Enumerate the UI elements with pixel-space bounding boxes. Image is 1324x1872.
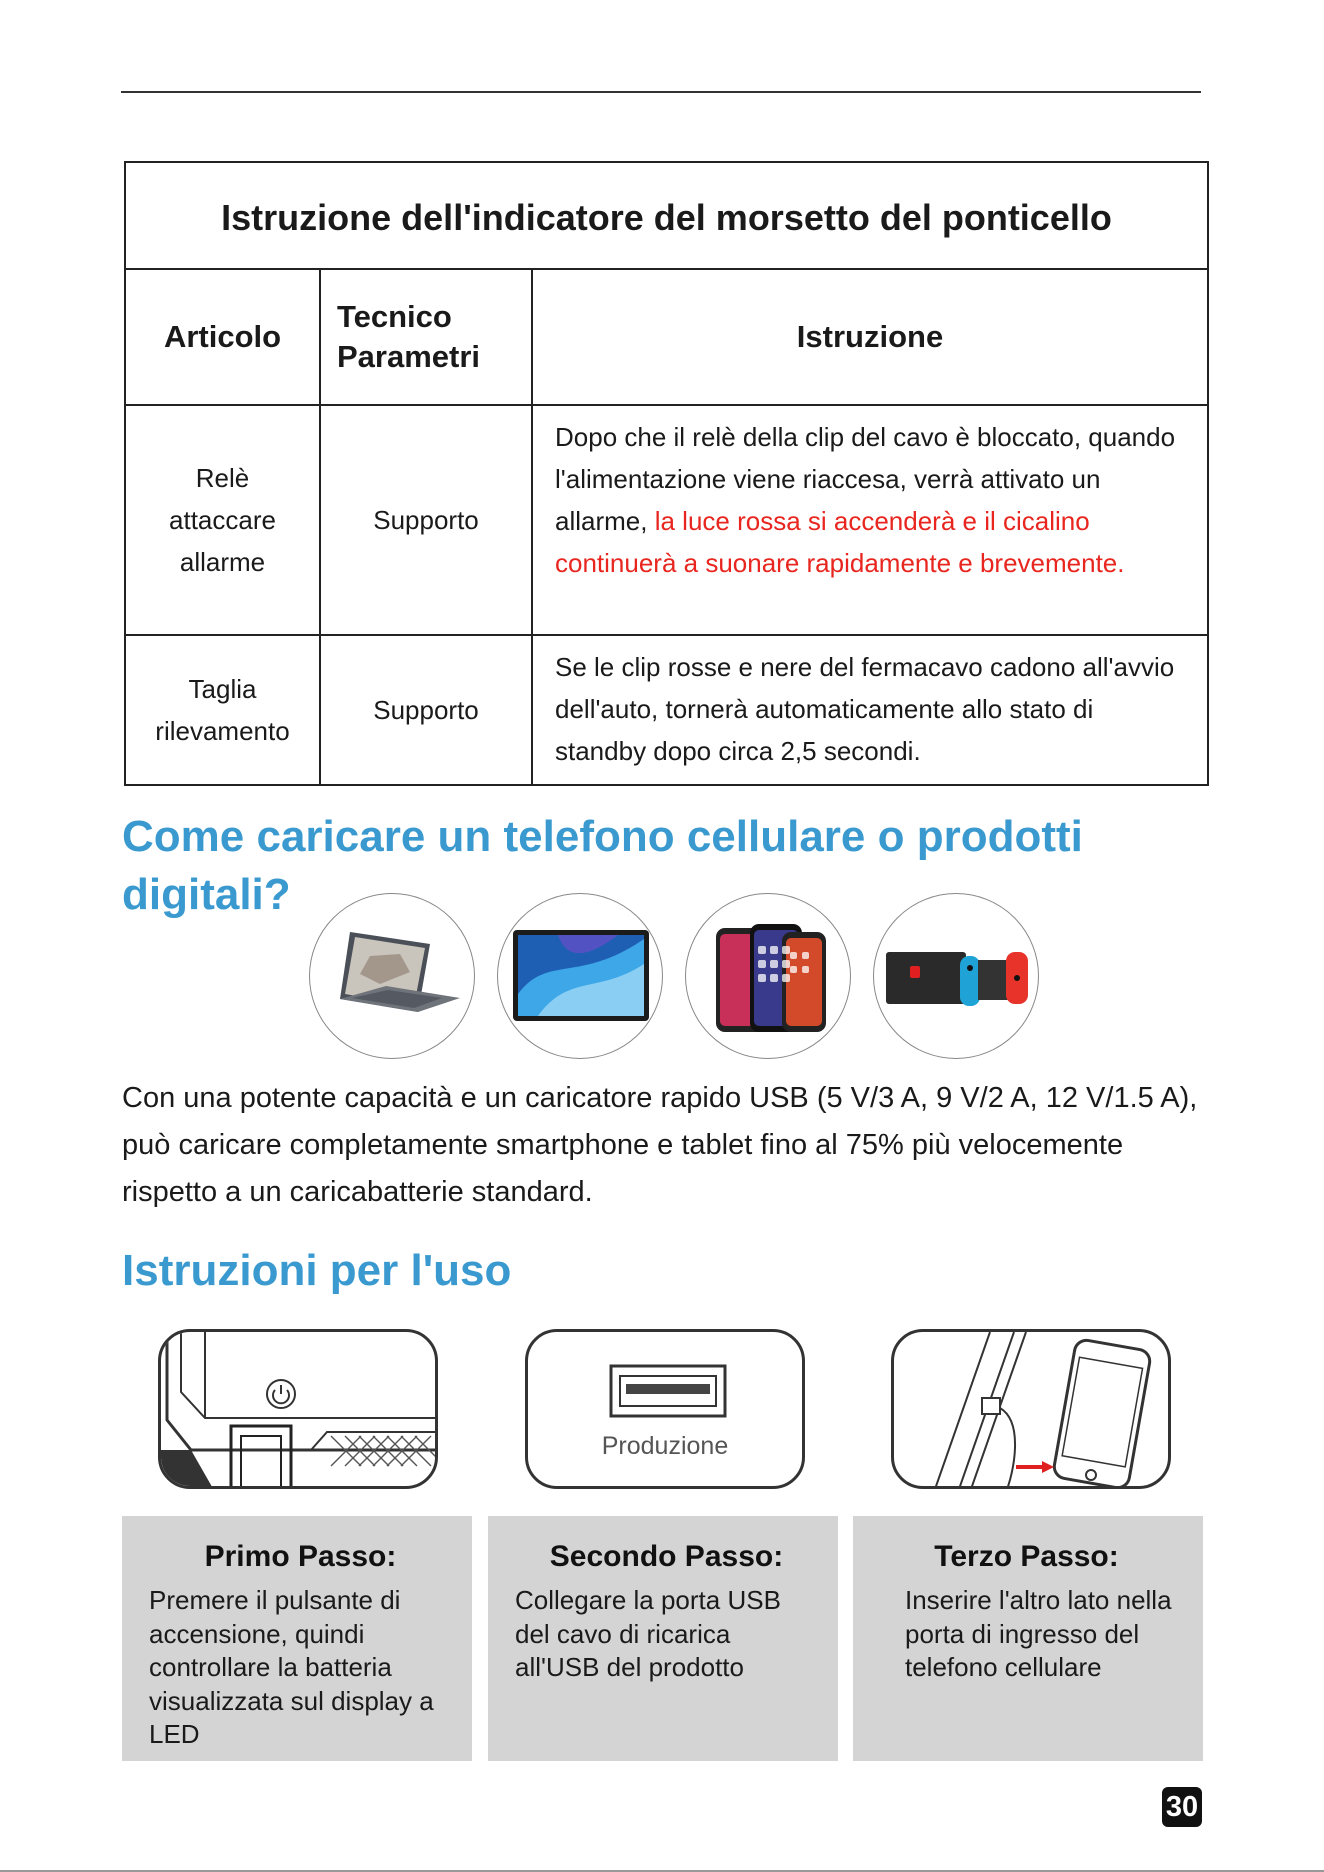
header-params-line2: Parametri [337,339,481,374]
step-text: Premere il pulsante di accensione, quindi controllare la batteria visualizzata sul display a LED [149,1585,434,1749]
row-instruction [532,405,1208,635]
indicator-table [124,161,1209,786]
header-params-line1: Tecnico [337,299,452,334]
row-item-line: allarme [179,547,266,577]
laptop-icon [309,893,475,1059]
phone-connection-illustration [891,1329,1171,1489]
step-title: Primo Passo: [204,1540,397,1573]
table-title: Istruzione dell'indicatore del morsetto del ponticello [125,162,1208,269]
step-title: Terzo Passo: [934,1540,1119,1573]
row-item-line: rilevamento [155,716,290,746]
game-console-icon [873,893,1039,1059]
header-params [320,269,532,405]
page-number: 30 [1162,1787,1202,1827]
phone-icon [1052,1338,1151,1489]
power-icon [267,1380,295,1408]
step-1 [122,1516,472,1761]
step-3 [853,1516,1203,1761]
usb-port-icon [528,1332,805,1489]
smartphone-icon [685,893,851,1059]
top-rule [121,91,1201,93]
row-item [125,405,320,635]
step-title: Secondo Passo: [549,1540,784,1573]
arrow-icon [1042,1461,1054,1473]
charging-paragraph: Con una potente capacità e un caricatore rapido USB (5 V/3 A, 9 V/2 A, 12 V/1.5 A), può caricare completamente smartphone e tablet fino al 75% più velocemente rispetto a un caricabatterie standard. [122,1082,1198,1208]
row-instruction: Se le clip rosse e nere del fermacavo cadono all'avvio dell'auto, tornerà automaticamente allo stato di standby dopo circa 2,5 secondi. [532,635,1208,785]
table-row [125,635,1208,785]
header-instruction: Istruzione [532,269,1208,405]
step-text: Collegare la porta USB del cavo di ricarica all'USB del prodotto [515,1585,781,1682]
row-param: Supporto [320,635,532,785]
row-item-line: attaccare [169,505,276,535]
instruction-text: Dopo che il relè della clip del cavo è bloccato, quando l'alimentazione viene riaccesa, verrà attivato un allarme, [555,422,1176,536]
usage-heading: Istruzioni per l'uso [122,1246,512,1295]
step-text: Inserire l'altro lato nella porta di ingresso del telefono cellulare [905,1585,1172,1682]
row-param: Supporto [320,405,532,635]
row-item-line: Taglia [188,674,257,704]
power-button-illustration [158,1329,438,1489]
row-item [125,635,320,785]
table-row [125,405,1208,635]
usb-port-illustration [525,1329,805,1489]
port-label: Produzione [601,1432,729,1460]
instruction-highlight: la luce rossa si accenderà e il cicalino continuerà a suonare rapidamente e brevemente. [555,506,1125,578]
header-item: Articolo [125,269,320,405]
row-item-line: Relè [195,463,250,493]
charging-heading: Come caricare un telefono cellulare o prodotti digitali? [122,812,1083,919]
tablet-icon [497,893,663,1059]
step-2 [488,1516,838,1761]
